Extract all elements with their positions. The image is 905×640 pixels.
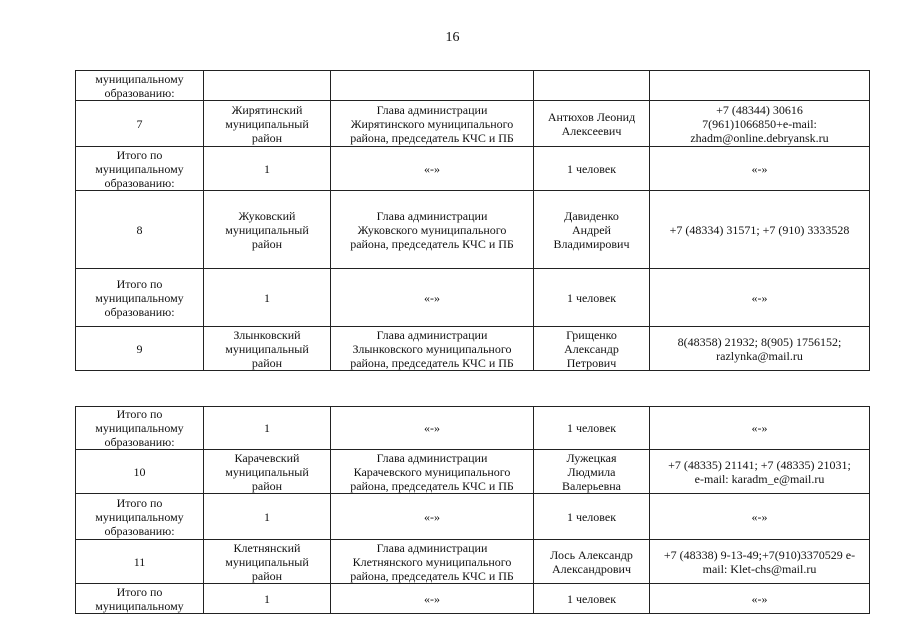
row-number-cell: 10 <box>76 450 204 494</box>
person-line: Грищенко <box>566 327 617 342</box>
row-number-cell: 11 <box>76 540 204 584</box>
district-line: Клетнянский <box>233 540 301 555</box>
contacts-line: +7 (48338) 9-13-49;+7(910)3370529 e- <box>663 547 856 562</box>
person-cell <box>534 494 650 540</box>
row-number-line: образованию: <box>104 523 175 538</box>
person-cell <box>534 407 650 450</box>
row-number-cell <box>76 147 204 191</box>
person-line: 1 человек <box>566 591 617 606</box>
person-cell <box>534 540 650 584</box>
position-line: района, председатель КЧС и ПБ <box>350 568 514 583</box>
row-number-line: муниципальному <box>95 509 184 524</box>
contacts-cell <box>650 327 870 371</box>
district-line: 1 <box>264 591 270 606</box>
row-number-line: Итого по <box>116 584 163 599</box>
contacts-table-top <box>75 70 870 371</box>
contacts-line: zhadm@online.debryansk.ru <box>690 130 829 145</box>
person-line: Лужецкая <box>566 450 617 465</box>
row-number-line: муниципальному <box>95 421 184 435</box>
district-line: муниципальный <box>225 464 309 479</box>
contacts-cell <box>650 407 870 450</box>
contacts-cell <box>650 147 870 191</box>
page-number: 16 <box>445 30 460 45</box>
district-cell <box>204 450 331 494</box>
position-line: «-» <box>424 591 440 606</box>
position-cell <box>331 584 534 614</box>
person-line: 1 человек <box>566 290 617 305</box>
contacts-cell <box>650 584 870 614</box>
district-cell <box>204 191 331 269</box>
district-line: муниципальный <box>225 116 309 131</box>
position-cell <box>331 101 534 147</box>
table-row <box>76 147 870 191</box>
district-cell <box>204 71 331 101</box>
contacts-line: 7(961)1066850+e-mail: <box>702 116 817 131</box>
person-line: Александрович <box>552 561 631 576</box>
district-cell <box>204 101 331 147</box>
contacts-line: «-» <box>751 509 768 524</box>
district-line: муниципальный <box>225 554 309 569</box>
contacts-line: «-» <box>751 161 768 176</box>
position-line: района, председатель КЧС и ПБ <box>350 478 514 493</box>
row-number-cell: 9 <box>76 327 204 371</box>
contacts-line: +7 (48335) 21141; +7 (48335) 21031; <box>668 457 851 472</box>
row-number-line: Итого по <box>116 495 163 510</box>
position-cell <box>331 407 534 450</box>
position-line: Глава администрации <box>376 540 488 555</box>
position-cell <box>331 450 534 494</box>
district-line: Жирятинский <box>231 102 303 117</box>
contacts-cell <box>650 71 870 101</box>
district-line: 1 <box>264 161 270 176</box>
row-number-line: образованию: <box>104 85 175 100</box>
position-line: района, председатель КЧС и ПБ <box>350 355 514 370</box>
person-cell <box>534 71 650 101</box>
person-cell <box>534 450 650 494</box>
position-line: Глава администрации <box>376 327 488 342</box>
contacts-cell <box>650 191 870 269</box>
contacts-line: mail: Klet-chs@mail.ru <box>702 561 817 576</box>
person-line: Алексеевич <box>561 123 622 138</box>
person-line: 1 человек <box>566 509 617 524</box>
position-line: «-» <box>424 290 440 305</box>
row-number-cell <box>76 71 204 101</box>
person-line: Лось Александр <box>550 547 633 562</box>
position-line: Злынковского муниципального <box>352 341 512 356</box>
district-cell <box>204 540 331 584</box>
person-line: 1 человек <box>566 161 617 176</box>
district-line: район <box>251 568 283 583</box>
position-line: района, председатель КЧС и ПБ <box>350 236 514 251</box>
row-number-cell <box>76 494 204 540</box>
person-cell <box>534 327 650 371</box>
district-line: район <box>251 130 283 145</box>
position-line: Жирятинского муниципального <box>350 116 514 131</box>
person-cell <box>534 101 650 147</box>
row-number-line: образованию: <box>104 304 175 319</box>
contacts-line: 8(48358) 21932; 8(905) 1756152; <box>677 334 842 349</box>
person-cell <box>534 147 650 191</box>
row-number-line: муниципальному <box>95 161 184 176</box>
row-number-line: муниципальному <box>95 598 184 613</box>
district-line: район <box>251 236 283 251</box>
district-cell <box>204 147 331 191</box>
contacts-cell <box>650 540 870 584</box>
district-line: 1 <box>264 421 270 435</box>
contacts-line: «-» <box>751 591 768 606</box>
position-line: «-» <box>424 161 440 176</box>
row-number-line: муниципальному <box>95 290 184 305</box>
district-line: Карачевский <box>234 450 300 465</box>
row-number-line: Итого по <box>116 407 163 421</box>
district-line: 1 <box>264 290 270 305</box>
table-row <box>76 71 870 101</box>
table-row <box>76 494 870 540</box>
person-cell <box>534 269 650 327</box>
position-cell <box>331 147 534 191</box>
row-number-line: образованию: <box>104 175 175 190</box>
position-cell <box>331 269 534 327</box>
position-line: района, председатель КЧС и ПБ <box>350 130 514 145</box>
position-line: Глава администрации <box>376 208 488 223</box>
district-line: муниципальный <box>225 341 309 356</box>
position-cell <box>331 71 534 101</box>
table-row <box>76 540 870 584</box>
district-line: Жуковский <box>238 208 296 223</box>
position-cell <box>331 540 534 584</box>
person-line: Валерьевна <box>562 478 621 493</box>
position-cell <box>331 494 534 540</box>
district-cell <box>204 327 331 371</box>
person-line: Антюхов Леонид <box>547 109 636 124</box>
contacts-cell <box>650 494 870 540</box>
contacts-line: «-» <box>751 290 768 305</box>
district-line: район <box>251 478 283 493</box>
position-line: Карачевского муниципального <box>353 464 511 479</box>
table-row <box>76 584 870 614</box>
person-cell <box>534 584 650 614</box>
contacts-table-bottom <box>75 406 870 614</box>
district-cell <box>204 407 331 450</box>
person-line: Людмила <box>567 464 616 479</box>
contacts-cell <box>650 269 870 327</box>
row-number-cell <box>76 269 204 327</box>
position-line: Глава администрации <box>376 450 488 465</box>
position-cell <box>331 327 534 371</box>
table-row <box>76 407 870 450</box>
row-number-line: Итого по <box>116 276 163 291</box>
district-line: район <box>251 355 283 370</box>
person-line: Александр <box>564 341 619 356</box>
contacts-line: e-mail: karadm_e@mail.ru <box>694 471 825 486</box>
district-cell <box>204 494 331 540</box>
district-cell <box>204 584 331 614</box>
row-number-cell <box>76 407 204 450</box>
row-number-line: образованию: <box>104 435 175 449</box>
district-cell <box>204 269 331 327</box>
person-line: Давиденко <box>564 208 619 223</box>
contacts-line: «-» <box>751 421 768 435</box>
person-line: Владимирович <box>553 236 630 251</box>
person-line: Петрович <box>566 355 617 370</box>
contacts-cell <box>650 450 870 494</box>
contacts-cell <box>650 101 870 147</box>
contacts-line: razlynka@mail.ru <box>716 348 803 363</box>
table-row <box>76 269 870 327</box>
table-row <box>76 450 870 494</box>
position-line: «-» <box>424 421 440 435</box>
district-line: Злынковский <box>233 327 301 342</box>
table-row <box>76 191 870 269</box>
contacts-line: +7 (48334) 31571; +7 (910) 3333528 <box>669 222 850 237</box>
position-line: Жуковского муниципального <box>357 222 507 237</box>
table-row <box>76 101 870 147</box>
row-number-cell: 7 <box>76 101 204 147</box>
person-line: Андрей <box>572 222 611 237</box>
district-line: 1 <box>264 509 270 524</box>
contacts-line: +7 (48344) 30616 <box>716 102 803 117</box>
row-number-cell <box>76 584 204 614</box>
position-line: «-» <box>424 509 440 524</box>
district-line: муниципальный <box>225 222 309 237</box>
table-row <box>76 327 870 371</box>
position-cell <box>331 191 534 269</box>
row-number-line: муниципальному <box>95 71 184 86</box>
position-line: Клетнянского муниципального <box>352 554 512 569</box>
row-number-cell: 8 <box>76 191 204 269</box>
row-number-line: Итого по <box>116 147 163 162</box>
position-line: Глава администрации <box>376 102 488 117</box>
person-cell <box>534 191 650 269</box>
person-line: 1 человек <box>566 421 617 435</box>
